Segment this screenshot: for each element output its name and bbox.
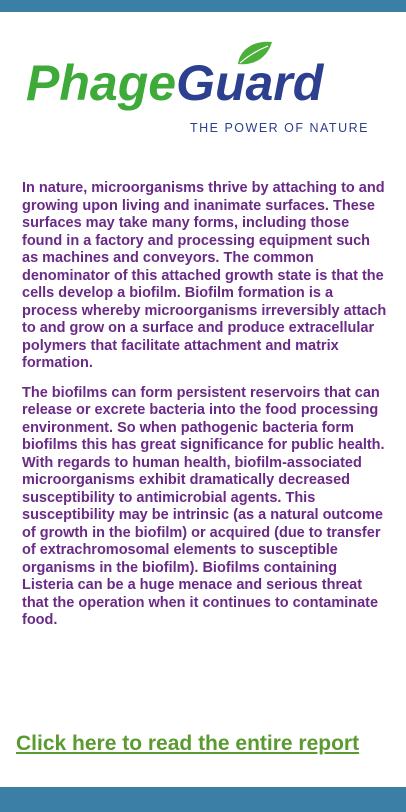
svg-text:PhageGuard <box>26 55 325 111</box>
phageguard-logo <box>24 38 334 120</box>
article-paragraph: In nature, microorganisms thrive by attaching to and growing upon living and inanimate surfaces. These surfaces may take many forms, including those found in a factory and processing equipment such as machines and conveyors. The common denominator of this attached growth state is that the cells develop a biofilm. Biofilm formation is a process whereby microorganisms irreversibly attach to and grow on a surface and produce extracellular polymers that facilitate attachment and matrix formation. <box>22 180 387 371</box>
article-paragraph: The biofilms can form persistent reservoirs that can release or excrete bacteria into the food processing environment. So when pathogenic bacteria form biofilms this has great significance for public health. With regards to human health, biofilm-associated microorganisms exhibit dramatically decreased susceptibility to antimicrobial agents. This susceptibility may be intrinsic (as a natural outcome of growth in the biofilm) or acquired (due to transfer of extrachromosomal elements to susceptible organisms in the biofilm). Biofilms containing Listeria can be a huge menace and serious threat that the operation when it continues to contaminate food. <box>22 384 385 628</box>
brand-name-guard: Guard <box>176 55 324 111</box>
brand-name-phage: Phage <box>26 55 177 111</box>
read-report-link[interactable]: Click here to read the entire report <box>16 732 360 755</box>
brand-tagline: THE POWER OF NATURE <box>190 121 369 135</box>
article-body <box>22 180 390 642</box>
top-banner-bar <box>0 0 406 12</box>
bottom-banner-bar <box>0 787 406 812</box>
